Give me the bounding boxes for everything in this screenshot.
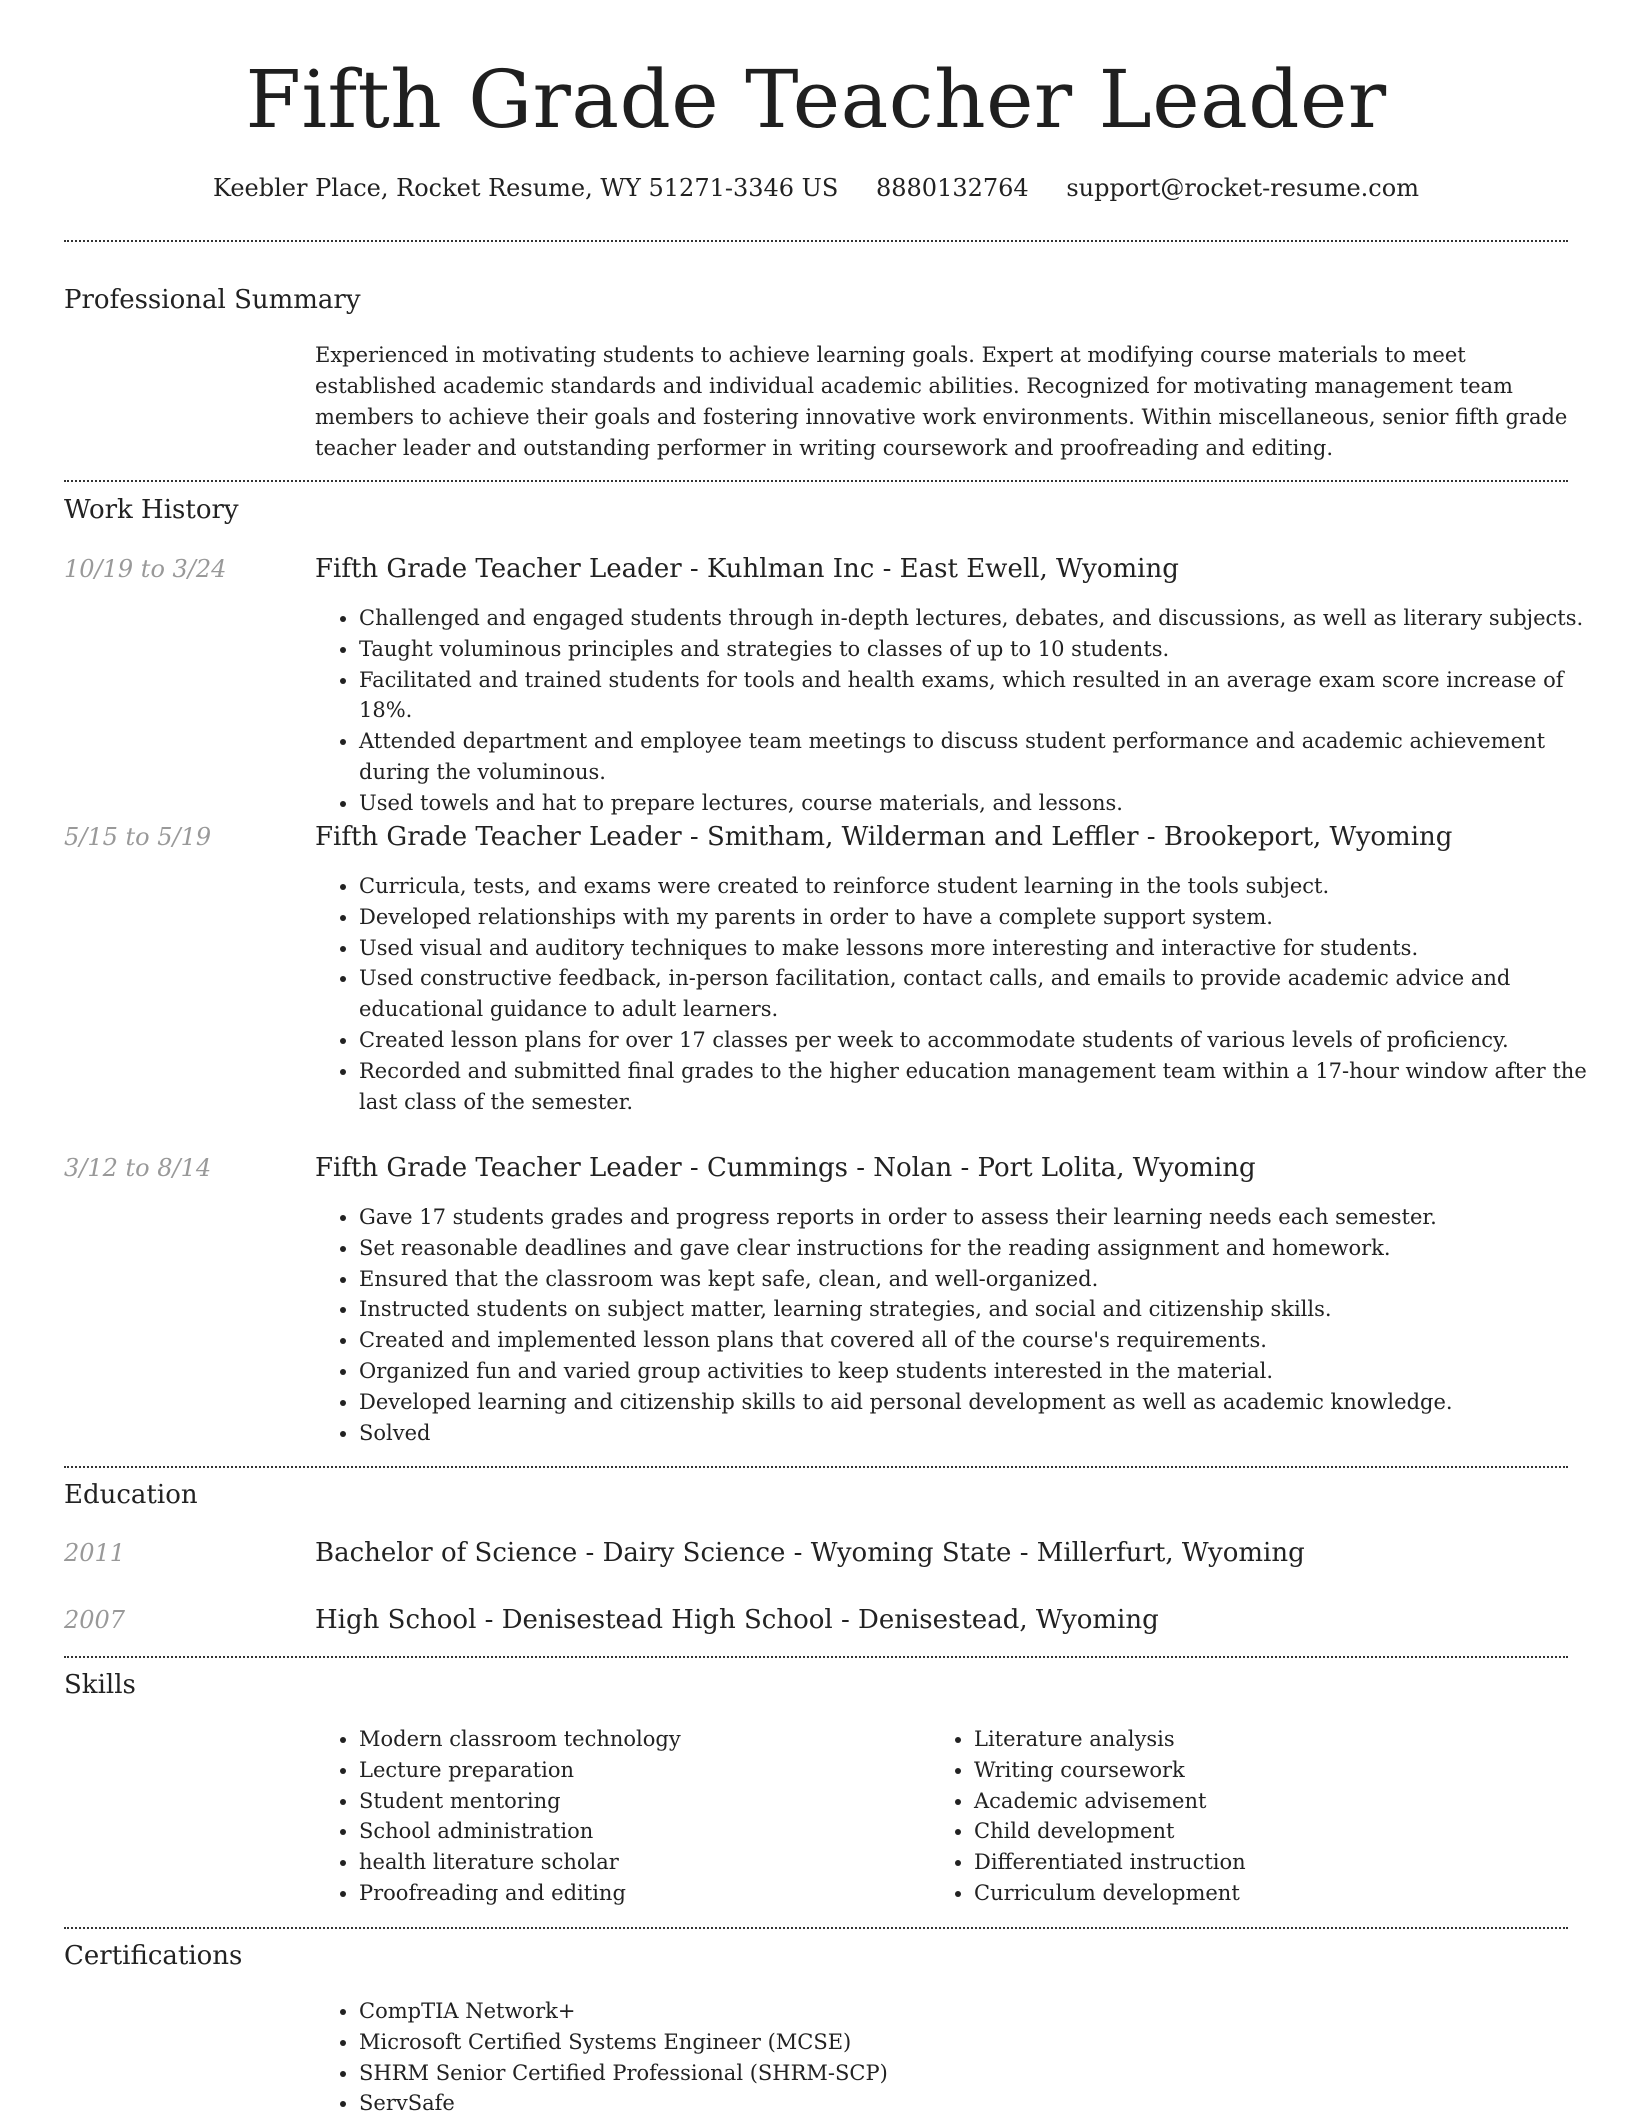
- list-item: • Proofreading and editing: [359, 1878, 919, 1909]
- list-item: • Facilitated and trained students for tools and health exams, which resulted in an average exam score increase of 18%.: [359, 665, 1619, 727]
- section-divider: [64, 1927, 1568, 1929]
- list-item: • Organized fun and varied group activities to keep students interested in the material.: [359, 1356, 1619, 1387]
- list-item: • Used towels and hat to prepare lectures, course materials, and lessons.: [359, 788, 1619, 819]
- list-item: • Recorded and submitted final grades to the higher education management team within a 17-hour window after the last class of the semester.: [359, 1056, 1619, 1118]
- list-item: • health literature scholar: [359, 1847, 919, 1878]
- section-divider: [64, 1656, 1568, 1658]
- job-heading: Fifth Grade Teacher Leader - Kuhlman Inc - East Ewell, Wyoming: [315, 554, 1179, 584]
- list-item: • Literature analysis: [974, 1724, 1534, 1755]
- list-item: • Used visual and auditory techniques to make lessons more interesting and interactive for students.: [359, 933, 1619, 964]
- list-item: • Modern classroom technology: [359, 1724, 919, 1755]
- contact-phone: 8880132764: [875, 174, 1029, 202]
- education-heading: Education: [64, 1480, 198, 1510]
- list-item: • Used constructive feedback, in-person facilitation, contact calls, and emails to provide academic advice and educational guidance to adult learners.: [359, 963, 1619, 1025]
- certifications-heading: Certifications: [64, 1941, 243, 1971]
- work-heading: Work History: [64, 495, 239, 525]
- list-item: • Challenged and engaged students through in-depth lectures, debates, and discussions, as well as literary subjects.: [359, 603, 1619, 634]
- resume-name: Fifth Grade Teacher Leader: [245, 53, 1387, 146]
- job-heading: Fifth Grade Teacher Leader - Smitham, Wilderman and Leffler - Brookeport, Wyoming: [315, 822, 1453, 852]
- job-bullets: [315, 603, 1619, 819]
- list-item: • Developed learning and citizenship skills to aid personal development as well as academic knowledge.: [359, 1387, 1619, 1418]
- list-item: • School administration: [359, 1816, 919, 1847]
- list-item: • Set reasonable deadlines and gave clear instructions for the reading assignment and homework.: [359, 1233, 1619, 1264]
- list-item: • Student mentoring: [359, 1786, 919, 1817]
- list-item: • Solved: [359, 1418, 1619, 1449]
- list-item: • Taught voluminous principles and strategies to classes of up to 10 students.: [359, 634, 1619, 665]
- education-heading-entry: Bachelor of Science - Dairy Science - Wyoming State - Millerfurt, Wyoming: [315, 1538, 1305, 1568]
- list-item: • Ensured that the classroom was kept safe, clean, and well-organized.: [359, 1264, 1619, 1295]
- list-item: • Lecture preparation: [359, 1755, 919, 1786]
- section-divider: [64, 240, 1568, 242]
- education-year: 2011: [64, 1539, 126, 1567]
- education-year: 2007: [64, 1606, 126, 1634]
- summary-text: Experienced in motivating students to achieve learning goals. Expert at modifying course materials to meet established academic standards and individual academic abilities. Recognized for motivating management team members to achieve their goals and fostering innovative work environments. Within miscellaneous, senior fifth grade teacher leader and outstanding performer in writing coursework and proofreading and editing.: [315, 343, 1568, 460]
- list-item: • ServSafe: [359, 2088, 1619, 2119]
- skills-heading: Skills: [64, 1670, 136, 1700]
- education-heading-entry: High School - Denisestead High School - Denisestead, Wyoming: [315, 1605, 1159, 1635]
- list-item: • Curricula, tests, and exams were created to reinforce student learning in the tools subject.: [359, 871, 1619, 902]
- list-item: • Created lesson plans for over 17 classes per week to accommodate students of various levels of proficiency.: [359, 1025, 1619, 1056]
- list-item: • SHRM Senior Certified Professional (SHRM-SCP): [359, 2058, 1619, 2089]
- list-item: • Writing coursework: [974, 1755, 1534, 1786]
- contact-line: [0, 170, 1632, 206]
- section-divider: [64, 480, 1568, 482]
- list-item: • CompTIA Network+: [359, 1996, 1619, 2027]
- list-item: • Attended department and employee team meetings to discuss student performance and academic achievement during the voluminous.: [359, 726, 1619, 788]
- list-item: • Microsoft Certified Systems Engineer (MCSE): [359, 2027, 1619, 2058]
- list-item: • Child development: [974, 1816, 1534, 1847]
- contact-address: Keebler Place, Rocket Resume, WY 51271-3346 US: [213, 174, 839, 202]
- list-item: • Instructed students on subject matter, learning strategies, and social and citizenship skills.: [359, 1294, 1619, 1325]
- skills-list-left: [315, 1724, 919, 1909]
- skills-list-right: [930, 1724, 1534, 1909]
- section-divider: [64, 1466, 1568, 1468]
- list-item: • Academic advisement: [974, 1786, 1534, 1817]
- list-item: • Curriculum development: [974, 1878, 1534, 1909]
- summary-heading: Professional Summary: [64, 285, 361, 315]
- list-item: • Developed relationships with my parents in order to have a complete support system.: [359, 902, 1619, 933]
- list-item: • Differentiated instruction: [974, 1847, 1534, 1878]
- summary-block: [315, 340, 1575, 464]
- list-item: • Gave 17 students grades and progress reports in order to assess their learning needs each semester.: [359, 1202, 1619, 1233]
- certifications-list: [315, 1996, 1619, 2119]
- job-dates: 3/12 to 8/14: [64, 1154, 212, 1182]
- list-item: • Created and implemented lesson plans that covered all of the course's requirements.: [359, 1325, 1619, 1356]
- job-dates: 5/15 to 5/19: [64, 823, 212, 851]
- job-heading: Fifth Grade Teacher Leader - Cummings - Nolan - Port Lolita, Wyoming: [315, 1153, 1256, 1183]
- job-bullets: [315, 871, 1619, 1117]
- job-dates: 10/19 to 3/24: [64, 555, 227, 583]
- contact-email: support@rocket-resume.com: [1066, 174, 1419, 202]
- job-bullets: [315, 1202, 1619, 1448]
